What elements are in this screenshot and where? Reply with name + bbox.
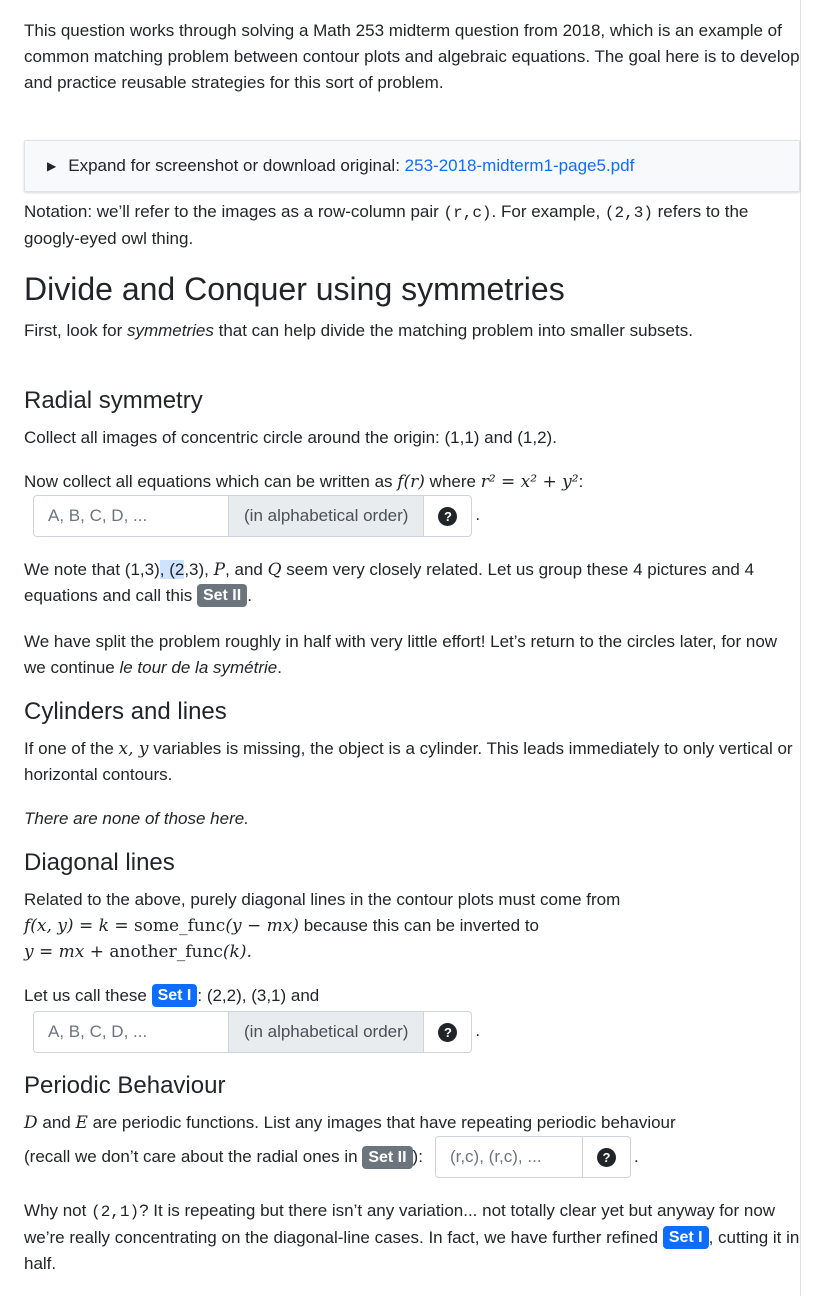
question-icon: ?	[438, 1023, 457, 1042]
periodic-help-button[interactable]	[583, 1136, 631, 1178]
diagonal-paragraph-1: Related to the above, purely diagonal lines in the contour plots must come from f(x, y) = k = some_func(y − mx) because this can be inverted to y = mx + another_func(k).	[24, 890, 621, 962]
disclosure-triangle-icon[interactable]: ▶	[47, 159, 57, 173]
math-f-of-r: f(r)	[397, 472, 425, 492]
set-i-badge: Set I	[152, 984, 198, 1007]
cylinders-paragraph-1: If one of the x, y variables is missing, the object is a cylinder. This leads immediately to only vertical or horizontal contours.	[24, 739, 793, 784]
radial-paragraph-3: We note that (1,3), (2,3), P, and Q seem very closely related. Let us group these 4 pictures and 4 equations and call this Set II .	[24, 560, 755, 605]
selection-highlight: , (2	[159, 560, 185, 579]
periodic-answer-input[interactable]	[435, 1136, 583, 1178]
details-summary: Expand for screenshot or download original:	[68, 156, 405, 175]
code-rc: (r,c)	[443, 204, 492, 222]
set-i-badge: Set I	[663, 1226, 709, 1249]
set-ii-badge: Set II	[197, 584, 247, 607]
radial-paragraph-1: Collect all images of concentric circle around the origin: (1,1) and (1,2).	[24, 428, 557, 447]
diagonal-answer-row: A, B, C, D, ... (in alphabetical order) ? .	[24, 1011, 800, 1053]
periodic-paragraph-2a: (recall we don’t care about the radial ones in	[24, 1147, 363, 1166]
math-xy: x, y	[118, 739, 149, 759]
radial-paragraph-2: Now collect all equations which can be written as f(r) where r² = x² + y²:	[24, 472, 584, 492]
pdf-download-link[interactable]: 253-2018-midterm1-page5.pdf	[404, 156, 635, 175]
diagonal-answer-input[interactable]	[33, 1011, 229, 1053]
heading-periodic-behaviour: Periodic Behaviour	[24, 1072, 226, 1099]
divide-paragraph: First, look for symmetries that can help divide the matching problem into smaller subsets.	[24, 321, 693, 340]
diagonal-help-button[interactable]	[424, 1011, 472, 1053]
diagonal-answer-group	[33, 1011, 472, 1053]
periodic-answer-row: (recall we don’t care about the radial ones in Set II ): (r,c), (r,c), ... ? .	[24, 1136, 800, 1178]
radial-answer-row: A, B, C, D, ... (in alphabetical order) ? .	[24, 495, 800, 537]
heading-diagonal-lines: Diagonal lines	[24, 849, 175, 876]
math-r-squared: r² = x² + y²	[480, 472, 579, 492]
heading-radial-symmetry: Radial symmetry	[24, 387, 203, 414]
expand-details[interactable]	[24, 140, 800, 192]
code-21: (2,1)	[91, 1203, 140, 1221]
periodic-answer-group	[435, 1136, 631, 1178]
periodic-paragraph-3: Why not (2,1)? It is repeating but there isn’t any variation... not totally clear yet but anyway for now we’re really concentrating on the diagonal-line cases. In fact, we have further refined Set I , cutting it in half.	[24, 1201, 800, 1273]
question-icon: ?	[597, 1148, 616, 1167]
notation-paragraph: Notation: we’ll refer to the images as a row-column pair (r,c). For example, (2,3) refers to the googly-eyed owl thing.	[24, 202, 749, 248]
heading-cylinders-lines: Cylinders and lines	[24, 698, 227, 725]
periodic-paragraph-1: D and E are periodic functions. List any images that have repeating periodic behaviour	[24, 1113, 676, 1133]
diagonal-paragraph-2: Let us call these Set I : (2,2), (3,1) and	[24, 986, 320, 1005]
cylinders-paragraph-2: There are none of those here.	[24, 809, 249, 828]
radial-paragraph-4: We have split the problem roughly in half with very little effort! Let’s return to the circles later, for now we continue le tour de la symétrie.	[24, 632, 778, 677]
diagonal-answer-addon: (in alphabetical order)	[229, 1011, 424, 1053]
radial-answer-group	[33, 495, 472, 537]
question-icon: ?	[438, 507, 457, 526]
intro-paragraph: This question works through solving a Math 253 midterm question from 2018, which is an example of common matching problem between contour plots and algebraic equations. The goal here is to develop and practice reusable strategies for this sort of problem.	[24, 21, 800, 92]
radial-help-button[interactable]	[424, 495, 472, 537]
code-23: (2,3)	[604, 204, 653, 222]
set-ii-badge: Set II	[362, 1146, 412, 1169]
content-right-border	[800, 0, 801, 1296]
heading-divide-conquer: Divide and Conquer using symmetries	[24, 271, 565, 307]
radial-answer-addon: (in alphabetical order)	[229, 495, 424, 537]
radial-answer-input[interactable]	[33, 495, 229, 537]
